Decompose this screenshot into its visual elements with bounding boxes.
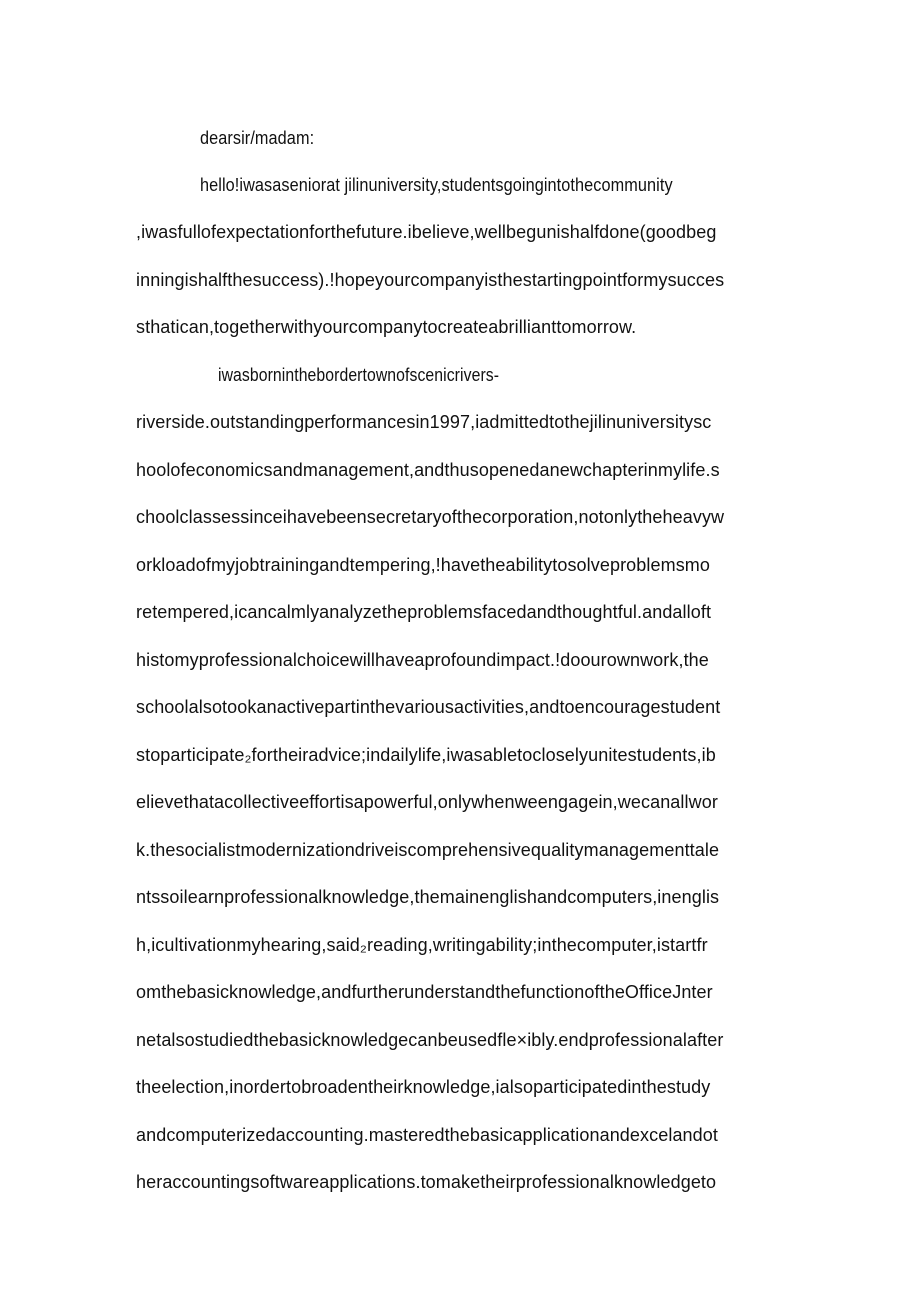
paragraph1-line-1: hello!iwasaseniorat jilinuniversity,studentsgoingintothecommunity: [200, 175, 673, 195]
paragraph1-line-2: ,iwasfullofexpectationforthefuture.ibelieve,wellbegunishalfdone(goodbeg: [136, 222, 717, 242]
paragraph1-line-3: inningishalfthesuccess).!hopeyourcompanyisthestartingpointformysucces: [136, 270, 725, 290]
paragraph2-line-17: andcomputerizedaccounting.masteredthebasicapplicationandexcelandot: [136, 1125, 718, 1145]
paragraph2-line-2: riverside.outstandingperformancesin1997,iadmittedtothejilinuniversitysc: [136, 412, 712, 432]
paragraph2-line-6: retempered,icancalmlyanalyzetheproblemsfacedandthoughtful.andalloft: [136, 602, 712, 622]
paragraph2-line-14: omthebasicknowledge,andfurtherunderstandthefunctionoftheOfficeJnter: [136, 982, 713, 1002]
paragraph2-line-18: heraccountingsoftwareapplications.tomaketheirprofessionalknowledgeto: [136, 1172, 717, 1192]
salutation: dearsir/madam:: [200, 128, 315, 148]
paragraph2-line-15: netalsostudiedthebasicknowledgecanbeusedfle×ibly.endprofessionalafter: [136, 1030, 724, 1050]
paragraph2-line-1: iwasborninthebordertownofscenicrivers-: [218, 365, 500, 385]
paragraph2-line-8: schoolalsotookanactivepartinthevariousactivities,andtoencouragestudent: [136, 697, 721, 717]
paragraph2-line-3: hoolofeconomicsandmanagement,andthusopenedanewchapterinmylife.s: [136, 460, 720, 480]
paragraph1-line-4: sthatican,togetherwithyourcompanytocreateabrillianttomorrow.: [136, 317, 637, 337]
paragraph2-line-9: stoparticipate₂fortheiradvice;indailylife,iwasabletocloselyunitestudents,ib: [136, 745, 716, 765]
paragraph2-line-11: k.thesocialistmodernizationdriveiscomprehensivequalitymanagementtale: [136, 840, 720, 860]
paragraph2-line-10: elievethatacollectiveeffortisapowerful,onlywhenweengagein,wecanallwor: [136, 792, 718, 812]
paragraph2-line-4: choolclassessinceihavebeensecretaryofthecorporation,notonlytheheavyw: [136, 507, 725, 527]
paragraph2-line-7: histomyprofessionalchoicewillhaveaprofoundimpact.!doourownwork,the: [136, 650, 709, 670]
paragraph2-line-13: h,icultivationmyhearing,said₂reading,writingability;inthecomputer,istartfr: [136, 935, 708, 955]
paragraph2-line-12: ntssoilearnprofessionalknowledge,themainenglishandcomputers,inenglis: [136, 887, 720, 907]
paragraph2-line-16: theelection,inordertobroadentheirknowledge,ialsoparticipatedinthestudy: [136, 1077, 711, 1097]
paragraph2-line-5: orkloadofmyjobtrainingandtempering,!havetheabilitytosolveproblemsmo: [136, 555, 711, 575]
